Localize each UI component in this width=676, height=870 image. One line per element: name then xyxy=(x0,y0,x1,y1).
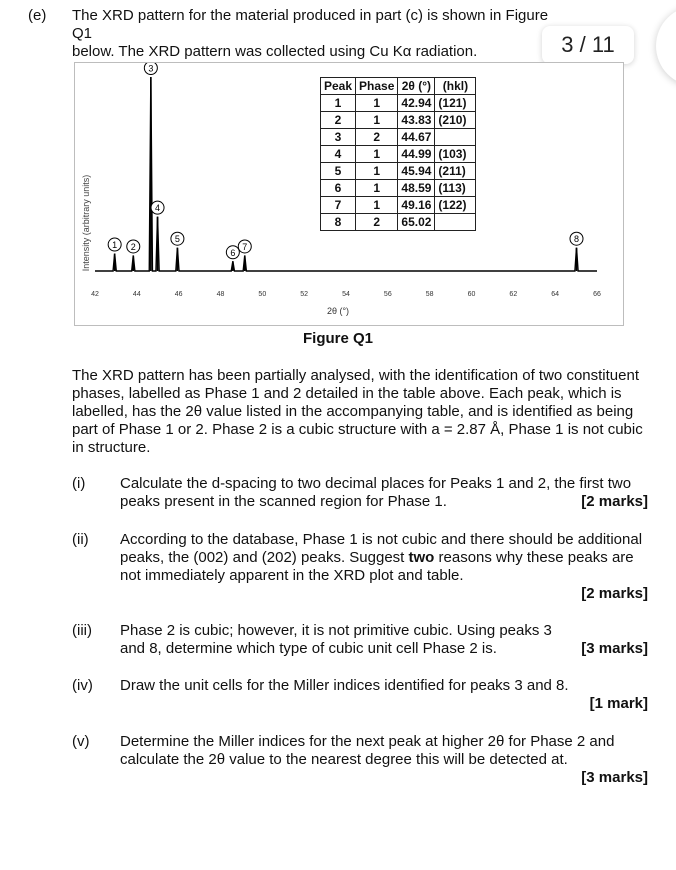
table-cell: 2 xyxy=(356,129,398,146)
table-row xyxy=(321,129,476,146)
table-cell: 48.59 xyxy=(398,180,435,197)
table-cell: (103) xyxy=(435,146,476,163)
subq-i-marks: [2 marks] xyxy=(581,493,648,510)
x-tick-label: 54 xyxy=(342,291,350,298)
table-cell: (211) xyxy=(435,163,476,180)
table-cell: 7 xyxy=(321,197,356,214)
peak-table xyxy=(320,77,476,231)
subq-iii-marks: [3 marks] xyxy=(581,640,648,657)
table-row xyxy=(321,112,476,129)
table-cell: 45.94 xyxy=(398,163,435,180)
table-header-cell: Phase xyxy=(356,78,398,95)
subq-iii-text: Phase 2 is cubic; however, it is not primitive cubic. Using peaks 3 and 8, determine which type of cubic unit cell Phase 2 is. xyxy=(120,622,552,657)
table-cell: 5 xyxy=(321,163,356,180)
subq-ii-text-a: According to the database, Phase 1 is not cubic and there should be additional peaks, the (002) and (202) peaks. Suggest xyxy=(120,531,643,566)
subq-v-marks: [3 marks] xyxy=(581,769,648,786)
subq-v-num: (v) xyxy=(72,733,90,750)
table-cell: 44.67 xyxy=(398,129,435,146)
table-cell: 1 xyxy=(356,95,398,112)
subq-iii-num: (iii) xyxy=(72,622,92,639)
page-indicator: 3 / 11 xyxy=(542,26,634,64)
x-tick-label: 58 xyxy=(425,291,434,298)
table-cell xyxy=(435,214,476,231)
table-cell: 49.16 xyxy=(398,197,435,214)
subq-ii-marks: [2 marks] xyxy=(581,585,648,602)
table-cell: 4 xyxy=(321,146,356,163)
table-cell: 8 xyxy=(321,214,356,231)
xrd-figure xyxy=(74,62,624,326)
table-cell: 2 xyxy=(321,112,356,129)
x-tick-label: 44 xyxy=(132,291,141,298)
table-header-cell: (hkl) xyxy=(435,78,476,95)
table-cell: 1 xyxy=(356,163,398,180)
x-axis-label: 2θ (°) xyxy=(326,306,350,316)
table-row xyxy=(321,180,476,197)
table-cell: 1 xyxy=(356,146,398,163)
table-header-cell: 2θ (°) xyxy=(398,78,435,95)
peak-1-label: 1 xyxy=(112,240,118,251)
body-paragraph: The XRD pattern has been partially analysed, with the identification of two constituent phases, labelled as Phase 1 and 2 detailed in the table above. Each peak, which is labelled, has the 2θ value listed in the accompanying table, and is identified as being part of Phase 1 or 2. Phase 2 is a cubic structure with a = 2.87 Å, Phase 1 is not cubic in structure. xyxy=(72,367,643,456)
table-cell: 1 xyxy=(356,197,398,214)
table-cell xyxy=(435,129,476,146)
table-cell: (113) xyxy=(435,180,476,197)
peak-2-label: 2 xyxy=(130,241,136,252)
table-cell: 3 xyxy=(321,129,356,146)
x-tick-label: 48 xyxy=(216,291,225,298)
table-row xyxy=(321,163,476,180)
table-cell: (210) xyxy=(435,112,476,129)
table-cell: 1 xyxy=(356,112,398,129)
subq-i-text: Calculate the d-spacing to two decimal places for Peaks 1 and 2, the first two peaks present in the scanned region for Phase 1. xyxy=(120,475,632,510)
question-label: (e) xyxy=(28,7,47,24)
subq-iv-num: (iv) xyxy=(72,677,93,694)
subq-v-text: Determine the Miller indices for the next peak at higher 2θ for Phase 2 and calculate the 2θ value to the nearest degree this will be detected at. xyxy=(120,733,615,768)
peak-4-label: 4 xyxy=(155,203,161,214)
table-cell: 43.83 xyxy=(398,112,435,129)
table-row xyxy=(321,214,476,231)
table-cell: 44.99 xyxy=(398,146,435,163)
table-header-row xyxy=(321,78,476,95)
peak-3-label: 3 xyxy=(148,63,154,74)
table-cell: 6 xyxy=(321,180,356,197)
figure-caption: Figure Q1 xyxy=(302,330,373,347)
subq-ii-text-bold: two xyxy=(408,549,435,566)
x-tick-label: 66 xyxy=(593,291,601,298)
peak-7-label: 7 xyxy=(242,241,248,252)
x-tick-label: 64 xyxy=(551,291,560,298)
subq-iv-text: Draw the unit cells for the Miller indices identified for peaks 3 and 8. xyxy=(120,677,569,694)
table-cell: 42.94 xyxy=(398,95,435,112)
x-tick-label: 50 xyxy=(258,291,267,298)
table-cell: 2 xyxy=(356,214,398,231)
table-cell: (122) xyxy=(435,197,476,214)
question-intro: The XRD pattern for the material produced in part (c) is shown in Figure Q1 below. The XRD pattern was collected using Cu Kα radiation. xyxy=(72,7,549,60)
x-tick-label: 52 xyxy=(300,291,309,298)
peak-8-label: 8 xyxy=(573,234,580,245)
viewer-edge-button[interactable] xyxy=(656,6,676,86)
y-axis-label: Intensity (arbitrary units) xyxy=(81,174,91,272)
subq-i-num: (i) xyxy=(72,475,86,492)
table-header-cell: Peak xyxy=(321,78,356,95)
table-cell: (121) xyxy=(435,95,476,112)
table-cell: 1 xyxy=(321,95,356,112)
table-cell: 1 xyxy=(356,180,398,197)
x-tick-label: 62 xyxy=(509,291,518,298)
subq-ii-text-b: reasons why these peaks are not immediately apparent in the XRD plot and table. xyxy=(120,549,634,584)
x-tick-label: 46 xyxy=(174,291,183,298)
table-row xyxy=(321,197,476,214)
subq-ii-num: (ii) xyxy=(72,531,89,548)
x-tick-label: 42 xyxy=(91,291,99,298)
table-row xyxy=(321,146,476,163)
peak-6-label: 6 xyxy=(230,247,236,258)
x-tick-label: 56 xyxy=(383,291,392,298)
subq-iv-marks: [1 mark] xyxy=(589,695,648,712)
peak-5-label: 5 xyxy=(174,234,180,245)
subq-ii-text xyxy=(120,531,648,585)
table-row xyxy=(321,95,476,112)
x-tick-label: 60 xyxy=(467,291,476,298)
table-cell: 65.02 xyxy=(398,214,435,231)
